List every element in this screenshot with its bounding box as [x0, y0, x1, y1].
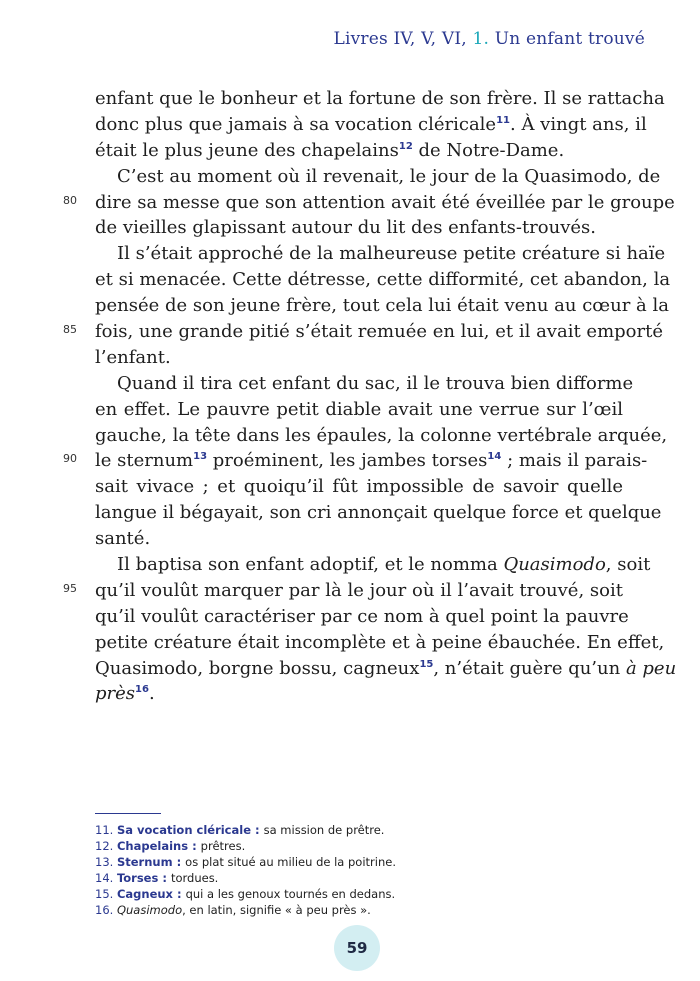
footnote-ref-12[interactable]: 12 [398, 140, 413, 152]
footnote-12: 12. Chapelains : prêtres. [95, 839, 246, 853]
text-line: gauche, la tête dans les épaules, la colonne vertébrale arquée, [95, 424, 668, 446]
text-line: pensée de son jeune frère, tout cela lui était venu au cœur à la [95, 295, 669, 317]
page-number: 59 [346, 939, 368, 957]
body-text [95, 86, 677, 707]
text-line: C’est au moment où il revenait, le jour de la Quasimodo, de [117, 165, 661, 187]
text-line: langue il bégayait, son cri annonçait quelque force et quelque [95, 502, 662, 524]
text-line: près$^{16}$. [95, 683, 155, 705]
text-line: le sternum$^{13}$ proéminent, les jambes torses$^{14}$ ; mais il parais- [95, 450, 648, 472]
text-line: et si menacée. Cette détresse, cette difformité, cet abandon, la [95, 269, 671, 291]
header-chapter-number: 1. [472, 29, 490, 49]
line-number-95: 95 [63, 582, 77, 595]
text-line: donc plus que jamais à sa vocation cléricale$^{11}$. À vingt ans, il [95, 113, 647, 135]
footnote-ref-13[interactable]: 13 [193, 451, 208, 463]
text-line: était le plus jeune des chapelains$^{12}$ de Notre-Dame. [95, 139, 565, 161]
running-header [333, 29, 645, 49]
text-line: Quasimodo, borgne bossu, cagneux$^{15}$, n’était guère qu’un à peu [95, 657, 677, 679]
text-line: santé. [95, 528, 151, 550]
header-section: Livres IV, V, VI, [333, 29, 467, 49]
text-line: Quand il tira cet enfant du sac, il le trouva bien difforme [117, 372, 634, 394]
text-line: enfant que le bonheur et la fortune de son frère. Il se rattacha [95, 88, 665, 109]
footnote-ref-11[interactable]: 11 [496, 114, 511, 126]
footnote-13: 13. Sternum : os plat situé au milieu de la poitrine. [95, 855, 396, 869]
text-line: petite créature était incomplète et à peine ébauchée. En effet, [95, 631, 665, 653]
footnotes [95, 822, 635, 918]
footnote-16: 16. Quasimodo, en latin, signifie « à peu près ». [95, 903, 371, 917]
text-line: l’enfant. [95, 346, 171, 368]
footnote-11: 11. Sa vocation cléricale : sa mission de prêtre. [95, 823, 385, 837]
text-line: qu’il voulût caractériser par ce nom à quel point la pauvre [95, 605, 629, 627]
text-line: en effet. Le pauvre petit diable avait une verrue sur l’œil [95, 398, 623, 420]
footnote-ref-15[interactable]: 15 [419, 658, 434, 670]
line-number-90: 90 [63, 452, 77, 465]
footnote-15: 15. Cagneux : qui a les genoux tournés en dedans. [95, 887, 396, 901]
text-line: sait vivace ; et quoiqu’il fût impossible de savoir quelle [95, 476, 623, 498]
text-line: Il baptisa son enfant adoptif, et le nomma Quasimodo, soit [117, 554, 651, 576]
footnote-separator [95, 813, 161, 814]
text-line: fois, une grande pitié s’était remuée en lui, et il avait emporté [95, 321, 663, 343]
line-number-80: 80 [63, 194, 77, 207]
text-line: de vieilles glapissant autour du lit des enfants-trouvés. [95, 217, 596, 239]
text-line: Il s’était approché de la malheureuse petite créature si haïe [117, 243, 666, 265]
text-line: dire sa messe que son attention avait été éveillée par le groupe [95, 191, 675, 213]
footnote-ref-14[interactable]: 14 [487, 451, 502, 463]
header-chapter-title: Un enfant trouvé [494, 29, 645, 49]
footnote-14: 14. Torses : tordues. [95, 871, 219, 885]
footnote-ref-16[interactable]: 16 [135, 684, 149, 696]
text-line: qu’il voulût marquer par là le jour où il l’avait trouvé, soit [95, 579, 623, 601]
line-number-85: 85 [63, 323, 77, 336]
